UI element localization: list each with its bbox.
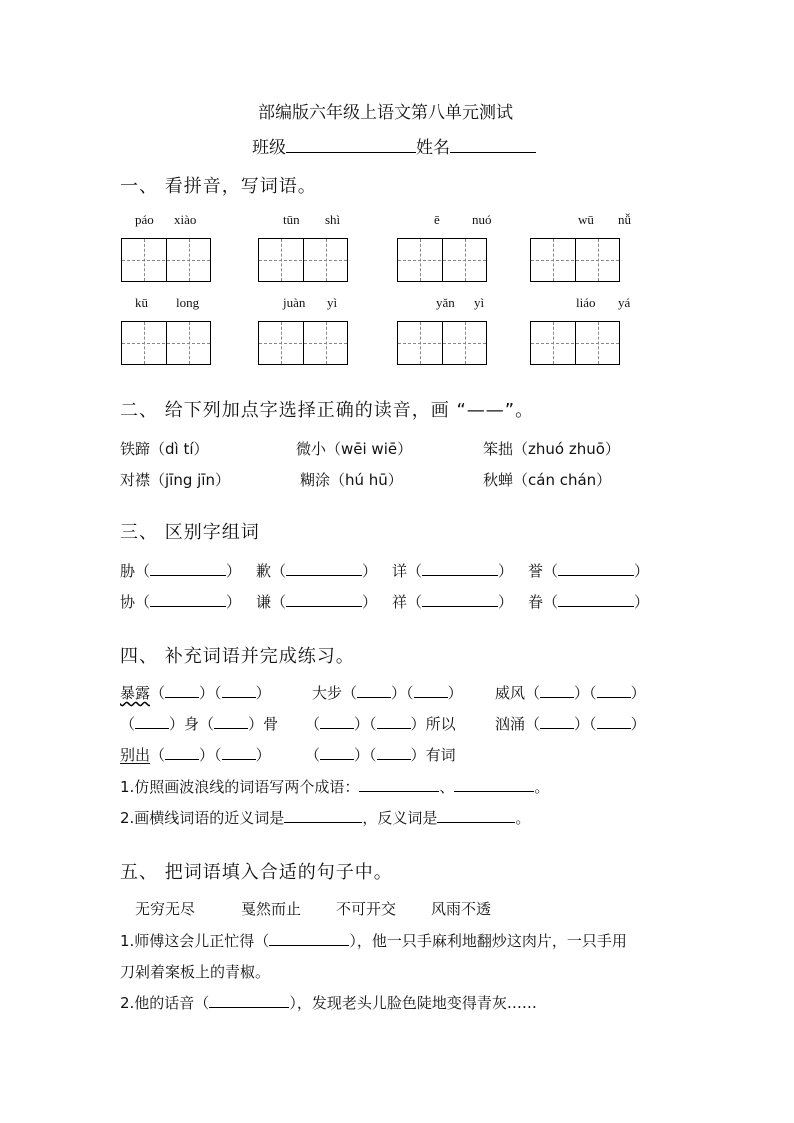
word-group-item: 详（ ） [392, 562, 514, 580]
answer-blank[interactable] [377, 714, 411, 729]
sentence-2: 2.他的话音（ ），发现老头儿脸色陡地变得青灰…… [120, 994, 537, 1012]
sentence-1: 1.师傅这会儿正忙得（ ），他一只手麻利地翻炒这肉片，一只手用 [120, 932, 627, 950]
answer-blank[interactable] [286, 561, 362, 576]
answer-blank[interactable] [597, 683, 631, 698]
name-label: 姓名 [416, 138, 450, 158]
writing-box[interactable] [121, 321, 211, 365]
answer-blank[interactable] [135, 714, 169, 729]
section-1-heading: 一、 看拼音，写词语。 [120, 176, 317, 197]
answer-blank[interactable] [359, 777, 439, 792]
answer-blank[interactable] [269, 931, 349, 946]
idiom-item: 暴露（ ）（ ） [120, 684, 271, 702]
question-2: 2.画横线词语的近义词是 ，反义词是 。 [120, 809, 531, 827]
pinyin: juàn [283, 295, 306, 310]
pinyin: nǚ [618, 212, 631, 227]
writing-box[interactable] [258, 321, 348, 365]
section-3-heading: 三、 区别字组词 [120, 522, 260, 543]
pinyin: yá [618, 295, 631, 310]
answer-blank[interactable] [454, 777, 534, 792]
answer-blank[interactable] [540, 683, 574, 698]
class-label: 班级 [252, 138, 286, 158]
pinyin: xiào [174, 212, 197, 227]
choice-item[interactable]: 铁蹄（dì tí） [120, 440, 209, 458]
word-group-item: 眷（ ） [528, 593, 650, 611]
writing-box[interactable] [121, 238, 211, 282]
answer-blank[interactable] [422, 561, 498, 576]
writing-box[interactable] [530, 238, 620, 282]
choice-item[interactable]: 微小（wēi wiē） [296, 440, 413, 458]
writing-box[interactable] [530, 321, 620, 365]
pinyin: nuó [472, 212, 492, 227]
section-4-heading: 四、 补充词语并完成练习。 [120, 646, 355, 667]
pinyin: wū [578, 212, 594, 227]
class-input-line[interactable] [286, 138, 416, 153]
answer-blank[interactable] [165, 745, 199, 760]
answer-blank[interactable] [150, 592, 226, 607]
pinyin: shì [325, 212, 341, 227]
word-group-item: 协（ ） [120, 593, 242, 611]
word-group-item: 谦（ ） [256, 593, 378, 611]
word-bank-item: 无穷无尽 [135, 900, 196, 918]
section-5-heading: 五、 把词语填入合适的句子中。 [120, 862, 393, 883]
writing-box[interactable] [397, 238, 487, 282]
choice-item[interactable]: 笨拙（zhuó zhuō） [483, 440, 620, 458]
word-bank-item: 风雨不透 [431, 900, 492, 918]
answer-blank[interactable] [222, 745, 256, 760]
answer-blank[interactable] [540, 714, 574, 729]
answer-blank[interactable] [209, 993, 289, 1008]
answer-blank[interactable] [377, 745, 411, 760]
pinyin: liáo [576, 295, 596, 310]
answer-blank[interactable] [284, 808, 362, 823]
idiom-item: 大步（ ）（ ） [312, 684, 463, 702]
pinyin: yǎn [436, 295, 455, 310]
page-title: 部编版六年级上语文第八单元测试 [258, 103, 513, 123]
pinyin: yì [327, 295, 338, 310]
answer-blank[interactable] [422, 592, 498, 607]
pinyin: long [176, 295, 200, 310]
answer-blank[interactable] [320, 745, 354, 760]
choice-item[interactable]: 秋蝉（cán chán） [483, 471, 612, 489]
pinyin: ē [434, 212, 440, 227]
writing-box[interactable] [258, 238, 348, 282]
section-2-heading: 二、 给下列加点字选择正确的读音，画 “——”。 [120, 400, 535, 421]
answer-blank[interactable] [597, 714, 631, 729]
answer-blank[interactable] [558, 592, 634, 607]
idiom-item: （ ）（ ）所以 [305, 715, 456, 733]
pinyin: yì [474, 295, 485, 310]
answer-blank[interactable] [414, 683, 448, 698]
idiom-item: （ ）（ ）有词 [305, 746, 456, 764]
pinyin: tūn [283, 212, 300, 227]
idiom-item: 汹涌（ ）（ ） [495, 715, 646, 733]
answer-blank[interactable] [320, 714, 354, 729]
answer-blank[interactable] [214, 714, 248, 729]
answer-blank[interactable] [558, 561, 634, 576]
sentence-1-cont: 刀剁着案板上的青椒。 [120, 963, 271, 981]
idiom-item: （ ）身（ ）骨 [120, 715, 279, 733]
answer-blank[interactable] [437, 808, 515, 823]
word-group-item: 祥（ ） [392, 593, 514, 611]
word-bank-item: 戛然而止 [241, 900, 302, 918]
answer-blank[interactable] [357, 683, 391, 698]
answer-blank[interactable] [286, 592, 362, 607]
class-name-line [252, 133, 536, 158]
word-group-item: 誉（ ） [528, 562, 650, 580]
idiom-item: 威风（ ）（ ） [495, 684, 646, 702]
writing-box[interactable] [397, 321, 487, 365]
idiom-item: 别出（ ）（ ） [120, 746, 271, 764]
pinyin: páo [135, 212, 154, 227]
name-input-line[interactable] [450, 138, 536, 153]
word-group-item: 歉（ ） [256, 562, 378, 580]
word-bank-item: 不可开交 [336, 900, 397, 918]
answer-blank[interactable] [165, 683, 199, 698]
choice-item[interactable]: 对襟（jīng jīn） [120, 471, 230, 489]
word-group-item: 胁（ ） [120, 562, 242, 580]
pinyin: kū [135, 295, 148, 310]
question-1: 1.仿照画波浪线的词语写两个成语： 、 。 [120, 778, 550, 796]
choice-item[interactable]: 糊涂（hú hū） [300, 471, 403, 489]
answer-blank[interactable] [150, 561, 226, 576]
answer-blank[interactable] [222, 683, 256, 698]
